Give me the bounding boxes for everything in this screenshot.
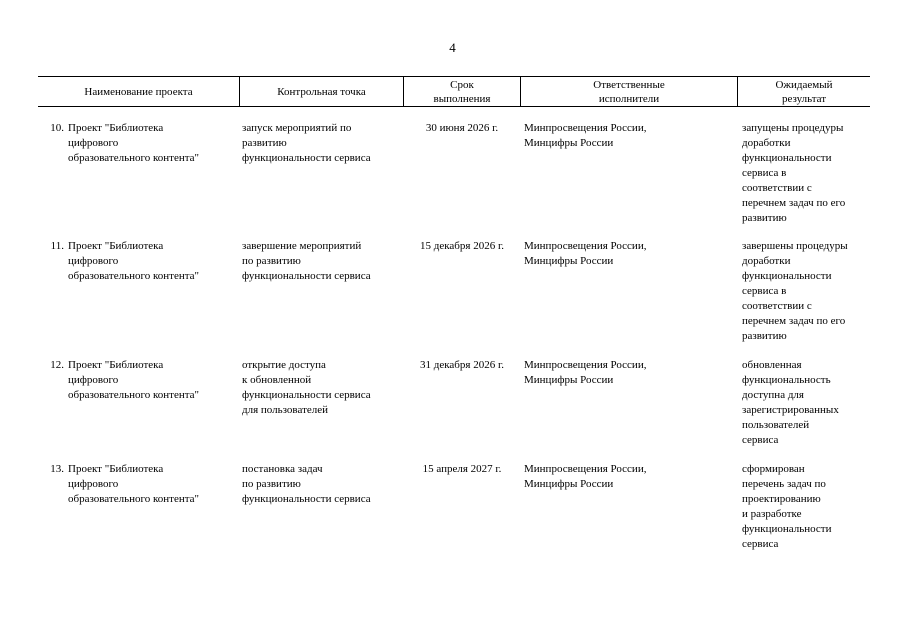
- project-name: Проект "Библиотека цифрового образовательного контента": [68, 463, 200, 505]
- header-control-point: Контрольная точка: [277, 85, 366, 98]
- page-number: 4: [449, 40, 456, 55]
- responsible-executors: Минпросвещения России, Минцифры России: [524, 122, 647, 149]
- header-bottom-rule: [38, 106, 870, 107]
- project-name: Проект "Библиотека цифрового образовательного контента": [68, 240, 200, 282]
- header-responsible: Ответственные исполнители: [593, 78, 665, 105]
- control-point: завершение мероприятий по развитию функциональности сервиса: [242, 240, 371, 282]
- expected-result: запущены процедуры доработки функциональности сервиса в соответствии с перечнем задач по его развитию: [742, 122, 846, 224]
- responsible-executors: Минпросвещения России, Минцифры России: [524, 240, 647, 267]
- deadline: 30 июня 2026 г.: [425, 122, 499, 134]
- header-expected-result: Ожидаемый результат: [775, 78, 833, 105]
- row-number: 11.: [50, 240, 64, 252]
- row-number: 10.: [50, 122, 64, 134]
- expected-result: завершены процедуры доработки функциональности сервиса в соответствии с перечнем задач по его развитию: [742, 240, 848, 342]
- responsible-executors: Минпросвещения России, Минцифры России: [524, 359, 647, 386]
- project-name: Проект "Библиотека цифрового образовательного контента": [68, 359, 200, 401]
- row-number: 13.: [50, 463, 64, 475]
- responsible-executors: Минпросвещения России, Минцифры России: [524, 463, 647, 490]
- control-point: постановка задач по развитию функциональности сервиса: [242, 463, 371, 505]
- control-point: запуск мероприятий по развитию функциональности сервиса: [242, 122, 371, 164]
- expected-result: обновленная функциональность доступна для зарегистрированных пользователей сервиса: [742, 359, 839, 446]
- deadline: 15 декабря 2026 г.: [420, 240, 504, 252]
- deadline: 15 апреля 2027 г.: [422, 463, 502, 475]
- project-name: Проект "Библиотека цифрового образовательного контента": [68, 122, 200, 164]
- header-deadline: Срок выполнения: [433, 78, 491, 105]
- header-project-name: Наименование проекта: [84, 85, 193, 98]
- deadline: 31 декабря 2026 г.: [420, 359, 504, 371]
- row-number: 12.: [50, 359, 64, 371]
- expected-result: сформирован перечень задач по проектированию и разработке функциональности сервиса: [742, 463, 832, 550]
- control-point: открытие доступа к обновленной функциональности сервиса для пользователей: [242, 359, 371, 416]
